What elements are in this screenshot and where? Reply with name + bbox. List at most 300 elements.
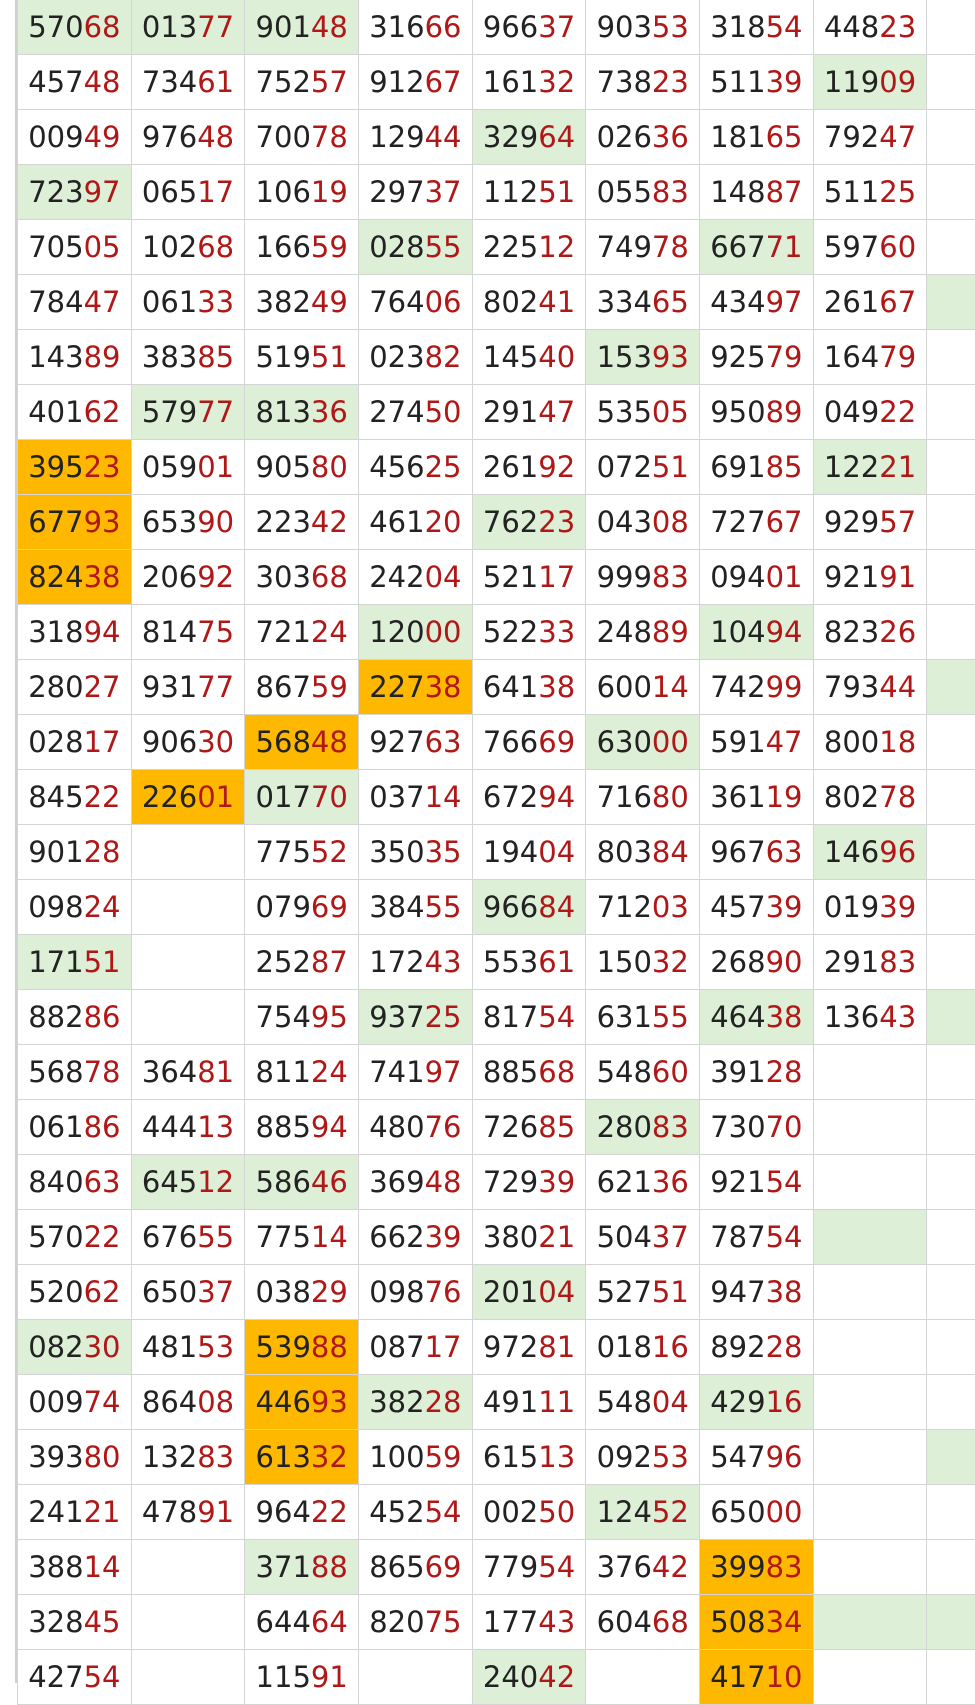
grid-cell[interactable] — [245, 1485, 359, 1540]
grid-cell[interactable] — [586, 0, 700, 55]
grid-cell[interactable] — [927, 1375, 975, 1430]
grid-cell[interactable] — [700, 440, 814, 495]
cell-leading-digits: 318 — [28, 615, 83, 649]
grid-cell[interactable] — [18, 1155, 132, 1210]
grid-cell[interactable] — [131, 495, 245, 550]
grid-cell[interactable] — [131, 1100, 245, 1155]
grid-cell[interactable] — [245, 550, 359, 605]
grid-cell[interactable] — [359, 1155, 473, 1210]
grid-cell[interactable] — [927, 935, 975, 990]
grid-cell[interactable] — [700, 1540, 814, 1595]
grid-cell[interactable] — [245, 0, 359, 55]
grid-cell[interactable] — [700, 330, 814, 385]
grid-cell[interactable] — [472, 1485, 586, 1540]
grid-cell[interactable] — [472, 770, 586, 825]
grid-cell[interactable] — [18, 550, 132, 605]
grid-cell[interactable] — [18, 1210, 132, 1265]
grid-cell[interactable] — [245, 275, 359, 330]
grid-cell[interactable] — [813, 330, 927, 385]
grid-cell[interactable] — [472, 660, 586, 715]
grid-cell[interactable] — [813, 275, 927, 330]
grid-cell[interactable] — [813, 825, 927, 880]
grid-cell[interactable] — [131, 990, 245, 1045]
grid-cell[interactable] — [813, 1045, 927, 1100]
grid-cell[interactable] — [586, 1320, 700, 1375]
grid-cell[interactable] — [359, 55, 473, 110]
grid-cell[interactable] — [927, 275, 975, 330]
grid-cell[interactable] — [359, 880, 473, 935]
cell-leading-digits: 444 — [142, 1110, 197, 1144]
grid-cell[interactable] — [700, 55, 814, 110]
grid-cell[interactable] — [586, 825, 700, 880]
grid-cell[interactable] — [359, 1485, 473, 1540]
grid-cell[interactable] — [927, 880, 975, 935]
grid-cell[interactable] — [927, 1540, 975, 1595]
grid-cell[interactable] — [472, 1320, 586, 1375]
grid-cell[interactable] — [245, 1100, 359, 1155]
grid-cell[interactable] — [359, 1265, 473, 1320]
grid-cell[interactable] — [813, 660, 927, 715]
grid-cell[interactable] — [472, 1595, 586, 1650]
grid-cell[interactable] — [359, 990, 473, 1045]
grid-cell[interactable] — [813, 220, 927, 275]
grid-cell[interactable] — [813, 1155, 927, 1210]
cell-leading-digits: 730 — [710, 1110, 765, 1144]
grid-cell[interactable] — [813, 990, 927, 1045]
grid-cell[interactable] — [586, 550, 700, 605]
grid-cell[interactable] — [927, 1100, 975, 1155]
grid-cell[interactable] — [18, 1595, 132, 1650]
grid-cell[interactable] — [927, 1265, 975, 1320]
grid-cell[interactable] — [359, 220, 473, 275]
grid-cell[interactable] — [586, 605, 700, 660]
grid-cell[interactable] — [472, 220, 586, 275]
grid-cell[interactable] — [359, 1210, 473, 1265]
grid-cell[interactable] — [700, 1485, 814, 1540]
grid-cell[interactable] — [700, 1430, 814, 1485]
cell-trailing-digits: 17 — [84, 725, 121, 759]
grid-cell[interactable] — [700, 1320, 814, 1375]
grid-cell[interactable] — [18, 1540, 132, 1595]
grid-cell[interactable] — [359, 1375, 473, 1430]
grid-cell[interactable] — [472, 880, 586, 935]
grid-cell[interactable] — [700, 990, 814, 1045]
grid-cell[interactable] — [359, 660, 473, 715]
grid-cell[interactable] — [586, 385, 700, 440]
grid-cell[interactable] — [700, 275, 814, 330]
grid-cell[interactable] — [927, 165, 975, 220]
grid-cell[interactable] — [472, 550, 586, 605]
grid-cell[interactable] — [472, 1265, 586, 1320]
grid-cell[interactable] — [131, 55, 245, 110]
grid-cell[interactable] — [131, 1375, 245, 1430]
grid-cell[interactable] — [131, 605, 245, 660]
grid-cell[interactable] — [586, 660, 700, 715]
grid-cell[interactable] — [359, 1100, 473, 1155]
grid-cell[interactable] — [813, 880, 927, 935]
grid-cell[interactable] — [245, 660, 359, 715]
grid-cell[interactable] — [927, 1045, 975, 1100]
cell-trailing-digits: 36 — [311, 395, 348, 429]
grid-cell[interactable] — [18, 660, 132, 715]
grid-cell[interactable] — [700, 220, 814, 275]
grid-cell[interactable] — [813, 110, 927, 165]
grid-cell[interactable] — [359, 0, 473, 55]
grid-cell[interactable] — [131, 660, 245, 715]
grid-cell[interactable] — [813, 770, 927, 825]
grid-cell[interactable] — [586, 1595, 700, 1650]
grid-cell[interactable] — [245, 330, 359, 385]
grid-cell[interactable] — [813, 1210, 927, 1265]
cell-trailing-digits: 43 — [538, 1605, 575, 1639]
cell-leading-digits: 775 — [256, 1220, 311, 1254]
grid-cell[interactable] — [472, 495, 586, 550]
grid-cell[interactable] — [18, 385, 132, 440]
grid-cell[interactable] — [700, 1155, 814, 1210]
grid-cell[interactable] — [927, 1210, 975, 1265]
grid-cell[interactable] — [18, 0, 132, 55]
grid-cell[interactable] — [359, 550, 473, 605]
grid-cell[interactable] — [131, 1155, 245, 1210]
grid-cell[interactable] — [131, 1320, 245, 1375]
cell-trailing-digits: 67 — [425, 65, 462, 99]
grid-cell[interactable] — [472, 1430, 586, 1485]
grid-cell[interactable] — [813, 1650, 927, 1705]
grid-cell[interactable] — [813, 165, 927, 220]
grid-cell[interactable] — [586, 275, 700, 330]
grid-cell[interactable] — [927, 1650, 975, 1705]
grid-cell[interactable] — [131, 1045, 245, 1100]
grid-cell[interactable] — [586, 990, 700, 1045]
grid-cell[interactable] — [586, 1650, 700, 1705]
grid-cell[interactable] — [700, 1375, 814, 1430]
grid-cell[interactable] — [245, 770, 359, 825]
grid-cell[interactable] — [586, 880, 700, 935]
grid-cell[interactable] — [586, 1155, 700, 1210]
grid-cell[interactable] — [700, 1100, 814, 1155]
grid-cell[interactable] — [18, 1375, 132, 1430]
grid-cell[interactable] — [927, 550, 975, 605]
grid-cell[interactable] — [586, 220, 700, 275]
cell-trailing-digits: 75 — [197, 615, 234, 649]
grid-cell[interactable] — [586, 440, 700, 495]
grid-cell[interactable] — [927, 0, 975, 55]
cell-trailing-digits: 53 — [197, 1330, 234, 1364]
grid-cell[interactable] — [700, 1595, 814, 1650]
grid-cell[interactable] — [586, 935, 700, 990]
grid-cell[interactable] — [245, 110, 359, 165]
grid-cell[interactable] — [131, 440, 245, 495]
grid-cell[interactable] — [131, 770, 245, 825]
grid-cell[interactable] — [700, 660, 814, 715]
grid-cell[interactable] — [586, 1485, 700, 1540]
grid-cell[interactable] — [927, 1320, 975, 1375]
grid-cell[interactable] — [472, 1045, 586, 1100]
grid-cell[interactable] — [131, 385, 245, 440]
cell-trailing-digits: 47 — [766, 725, 803, 759]
grid-cell[interactable] — [586, 330, 700, 385]
grid-cell[interactable] — [245, 220, 359, 275]
grid-cell[interactable] — [245, 1155, 359, 1210]
grid-cell[interactable] — [700, 1650, 814, 1705]
grid-cell[interactable] — [131, 1265, 245, 1320]
grid-cell[interactable] — [18, 55, 132, 110]
grid-cell[interactable] — [813, 495, 927, 550]
grid-cell[interactable] — [245, 1045, 359, 1100]
cell-trailing-digits: 12 — [197, 1165, 234, 1199]
grid-cell[interactable] — [359, 330, 473, 385]
grid-cell[interactable] — [586, 165, 700, 220]
grid-cell[interactable] — [927, 1485, 975, 1540]
grid-cell[interactable] — [245, 825, 359, 880]
grid-cell[interactable] — [586, 715, 700, 770]
grid-cell[interactable] — [813, 1100, 927, 1155]
grid-cell[interactable] — [472, 1100, 586, 1155]
grid-cell[interactable] — [472, 715, 586, 770]
grid-cell[interactable] — [245, 1650, 359, 1705]
grid-cell[interactable] — [813, 605, 927, 660]
grid-cell[interactable] — [359, 1650, 473, 1705]
grid-cell[interactable] — [586, 55, 700, 110]
grid-cell[interactable] — [813, 1485, 927, 1540]
grid-cell[interactable] — [359, 605, 473, 660]
grid-cell[interactable] — [472, 440, 586, 495]
grid-cell[interactable] — [131, 1650, 245, 1705]
cell-leading-digits: 002 — [483, 1495, 538, 1529]
grid-cell[interactable] — [359, 1595, 473, 1650]
grid-cell[interactable] — [927, 1430, 975, 1485]
grid-cell[interactable] — [472, 825, 586, 880]
grid-cell[interactable] — [245, 1265, 359, 1320]
grid-cell[interactable] — [245, 385, 359, 440]
grid-cell[interactable] — [18, 440, 132, 495]
grid-cell[interactable] — [359, 770, 473, 825]
grid-cell[interactable] — [927, 1155, 975, 1210]
grid-cell[interactable] — [18, 605, 132, 660]
grid-cell[interactable] — [131, 1430, 245, 1485]
grid-cell[interactable] — [359, 825, 473, 880]
grid-cell[interactable] — [131, 110, 245, 165]
grid-cell[interactable] — [927, 495, 975, 550]
grid-cell[interactable] — [813, 1265, 927, 1320]
grid-cell[interactable] — [813, 55, 927, 110]
grid-cell[interactable] — [700, 495, 814, 550]
grid-cell[interactable] — [586, 770, 700, 825]
grid-cell[interactable] — [586, 110, 700, 165]
grid-cell[interactable] — [18, 1485, 132, 1540]
grid-cell[interactable] — [245, 1320, 359, 1375]
grid-cell[interactable] — [472, 330, 586, 385]
grid-cell[interactable] — [472, 605, 586, 660]
grid-cell[interactable] — [18, 275, 132, 330]
grid-cell[interactable] — [700, 880, 814, 935]
grid-cell[interactable] — [245, 1210, 359, 1265]
cell-leading-digits: 316 — [369, 10, 424, 44]
grid-cell[interactable] — [18, 165, 132, 220]
grid-cell[interactable] — [131, 330, 245, 385]
grid-cell[interactable] — [472, 1155, 586, 1210]
grid-cell[interactable] — [245, 605, 359, 660]
grid-cell[interactable] — [927, 55, 975, 110]
grid-cell[interactable] — [472, 1540, 586, 1595]
cell-trailing-digits: 06 — [425, 285, 462, 319]
grid-cell[interactable] — [700, 550, 814, 605]
grid-cell[interactable] — [700, 165, 814, 220]
grid-cell[interactable] — [131, 825, 245, 880]
grid-cell[interactable] — [586, 1210, 700, 1265]
grid-cell[interactable] — [18, 715, 132, 770]
grid-cell[interactable] — [927, 825, 975, 880]
grid-cell[interactable] — [813, 1595, 927, 1650]
grid-cell[interactable] — [245, 880, 359, 935]
grid-cell[interactable] — [18, 990, 132, 1045]
grid-cell[interactable] — [359, 1320, 473, 1375]
grid-cell[interactable] — [359, 385, 473, 440]
grid-cell[interactable] — [927, 110, 975, 165]
grid-cell[interactable] — [700, 385, 814, 440]
grid-cell[interactable] — [813, 0, 927, 55]
grid-cell[interactable] — [18, 1320, 132, 1375]
grid-cell[interactable] — [359, 110, 473, 165]
grid-cell[interactable] — [18, 1045, 132, 1100]
grid-cell[interactable] — [245, 935, 359, 990]
grid-cell[interactable] — [813, 1375, 927, 1430]
grid-cell[interactable] — [813, 1540, 927, 1595]
grid-cell[interactable] — [245, 1375, 359, 1430]
grid-cell[interactable] — [700, 935, 814, 990]
grid-cell[interactable] — [472, 385, 586, 440]
grid-cell[interactable] — [18, 330, 132, 385]
grid-cell[interactable] — [813, 935, 927, 990]
grid-cell[interactable] — [131, 1595, 245, 1650]
grid-cell[interactable] — [813, 1320, 927, 1375]
grid-cell[interactable] — [586, 495, 700, 550]
grid-cell[interactable] — [813, 385, 927, 440]
grid-cell[interactable] — [700, 605, 814, 660]
grid-cell[interactable] — [927, 770, 975, 825]
grid-cell[interactable] — [813, 440, 927, 495]
grid-cell[interactable] — [18, 935, 132, 990]
grid-cell[interactable] — [700, 825, 814, 880]
grid-cell[interactable] — [586, 1540, 700, 1595]
grid-cell[interactable] — [359, 165, 473, 220]
grid-cell[interactable] — [927, 220, 975, 275]
grid-cell[interactable] — [131, 550, 245, 605]
grid-cell[interactable] — [927, 330, 975, 385]
grid-cell[interactable] — [927, 385, 975, 440]
grid-cell[interactable] — [586, 1045, 700, 1100]
grid-cell[interactable] — [472, 55, 586, 110]
grid-cell[interactable] — [18, 110, 132, 165]
cell-trailing-digits: 83 — [652, 560, 689, 594]
grid-cell[interactable] — [245, 440, 359, 495]
grid-cell[interactable] — [472, 275, 586, 330]
grid-cell[interactable] — [131, 275, 245, 330]
cell-leading-digits: 520 — [28, 1275, 83, 1309]
grid-cell[interactable] — [245, 1595, 359, 1650]
grid-cell[interactable] — [245, 1540, 359, 1595]
grid-cell[interactable] — [586, 1265, 700, 1320]
grid-cell[interactable] — [700, 1045, 814, 1100]
grid-cell[interactable] — [927, 715, 975, 770]
grid-cell[interactable] — [359, 1045, 473, 1100]
grid-cell[interactable] — [927, 1595, 975, 1650]
grid-cell[interactable] — [245, 165, 359, 220]
grid-cell[interactable] — [18, 495, 132, 550]
grid-cell[interactable] — [131, 935, 245, 990]
cell-trailing-digits: 55 — [652, 1000, 689, 1034]
grid-cell[interactable] — [359, 440, 473, 495]
grid-cell[interactable] — [472, 990, 586, 1045]
grid-cell[interactable] — [18, 1100, 132, 1155]
grid-cell[interactable] — [813, 550, 927, 605]
grid-cell[interactable] — [472, 165, 586, 220]
grid-cell[interactable] — [131, 165, 245, 220]
grid-cell[interactable] — [927, 605, 975, 660]
cell-leading-digits: 845 — [28, 780, 83, 814]
grid-cell[interactable] — [472, 110, 586, 165]
grid-cell[interactable] — [18, 880, 132, 935]
grid-cell[interactable] — [18, 1265, 132, 1320]
grid-cell[interactable] — [700, 715, 814, 770]
grid-cell[interactable] — [131, 880, 245, 935]
grid-cell[interactable] — [700, 0, 814, 55]
cell-leading-digits: 150 — [597, 945, 652, 979]
grid-cell[interactable] — [700, 1210, 814, 1265]
grid-cell[interactable] — [18, 825, 132, 880]
grid-cell[interactable] — [131, 220, 245, 275]
grid-cell[interactable] — [359, 715, 473, 770]
grid-cell[interactable] — [18, 770, 132, 825]
grid-cell[interactable] — [472, 0, 586, 55]
grid-cell[interactable] — [472, 1375, 586, 1430]
grid-cell[interactable] — [18, 220, 132, 275]
grid-cell[interactable] — [813, 715, 927, 770]
grid-cell[interactable] — [359, 1430, 473, 1485]
grid-cell[interactable] — [586, 1430, 700, 1485]
grid-cell[interactable] — [813, 1430, 927, 1485]
grid-cell[interactable] — [359, 495, 473, 550]
grid-cell[interactable] — [927, 660, 975, 715]
grid-cell[interactable] — [359, 1540, 473, 1595]
grid-cell[interactable] — [245, 715, 359, 770]
grid-cell[interactable] — [586, 1375, 700, 1430]
grid-cell[interactable] — [700, 770, 814, 825]
grid-cell[interactable] — [131, 1210, 245, 1265]
grid-cell[interactable] — [131, 1540, 245, 1595]
grid-cell[interactable] — [245, 1430, 359, 1485]
grid-cell[interactable] — [927, 990, 975, 1045]
grid-cell[interactable] — [18, 1650, 132, 1705]
grid-cell[interactable] — [131, 0, 245, 55]
grid-cell[interactable] — [472, 935, 586, 990]
cell-trailing-digits: 48 — [311, 725, 348, 759]
grid-cell[interactable] — [131, 715, 245, 770]
grid-cell[interactable] — [245, 495, 359, 550]
grid-cell[interactable] — [359, 935, 473, 990]
grid-cell[interactable] — [18, 1430, 132, 1485]
grid-cell[interactable] — [586, 1100, 700, 1155]
grid-cell[interactable] — [472, 1210, 586, 1265]
grid-cell[interactable] — [131, 1485, 245, 1540]
grid-cell[interactable] — [472, 1650, 586, 1705]
grid-cell[interactable] — [927, 440, 975, 495]
grid-cell[interactable] — [245, 990, 359, 1045]
grid-cell[interactable] — [700, 1265, 814, 1320]
grid-cell[interactable] — [245, 55, 359, 110]
grid-cell[interactable] — [700, 110, 814, 165]
grid-cell[interactable] — [359, 275, 473, 330]
